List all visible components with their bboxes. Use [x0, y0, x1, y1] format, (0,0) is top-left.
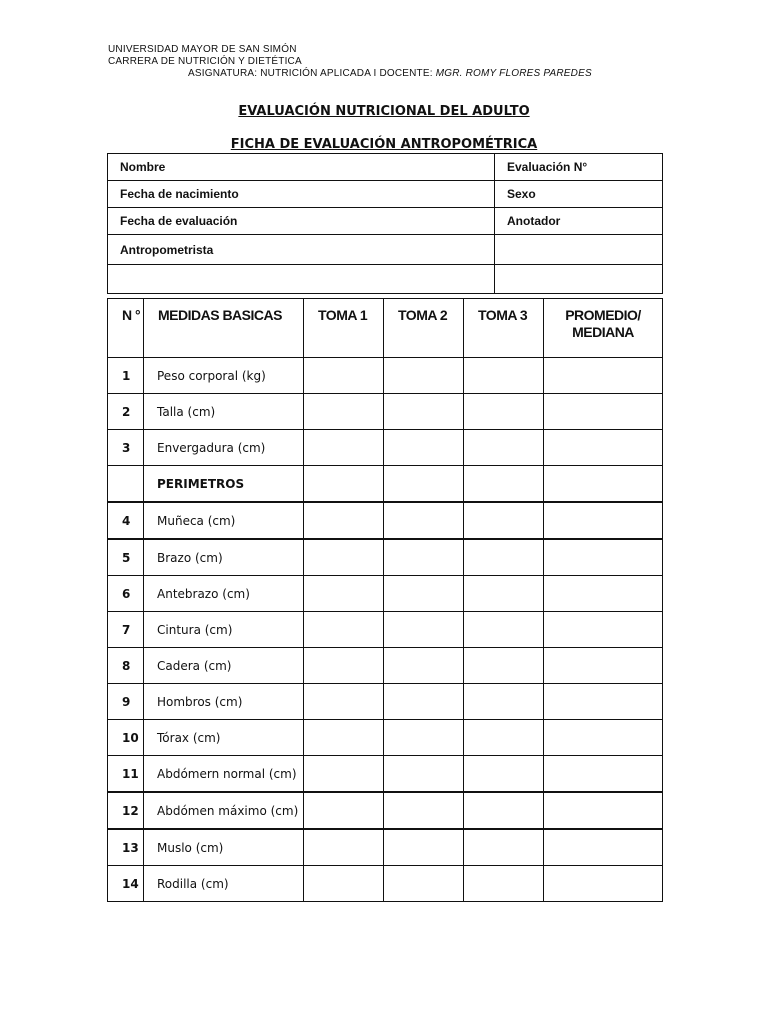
average-cell[interactable]: [544, 466, 663, 503]
toma-3-cell[interactable]: [464, 358, 544, 394]
measure-label: Hombros (cm): [144, 684, 304, 720]
row-number: 14: [108, 866, 144, 902]
table-header-row: [108, 299, 663, 358]
toma-2-cell[interactable]: [384, 684, 464, 720]
info-row: [108, 208, 663, 235]
toma-2-cell[interactable]: [384, 648, 464, 684]
toma-2-cell[interactable]: [384, 720, 464, 756]
table-row: [108, 466, 663, 503]
toma-2-cell[interactable]: [384, 430, 464, 466]
toma-2-cell[interactable]: [384, 358, 464, 394]
table-row: [108, 829, 663, 866]
table-row: [108, 684, 663, 720]
average-cell[interactable]: [544, 430, 663, 466]
table-row: [108, 720, 663, 756]
toma-3-cell[interactable]: [464, 756, 544, 793]
toma-2-cell[interactable]: [384, 866, 464, 902]
toma-2-cell[interactable]: [384, 539, 464, 576]
average-cell[interactable]: [544, 648, 663, 684]
toma-3-cell[interactable]: [464, 792, 544, 829]
toma-3-cell[interactable]: [464, 648, 544, 684]
toma-3-cell[interactable]: [464, 430, 544, 466]
table-row: [108, 539, 663, 576]
toma-1-cell[interactable]: [304, 720, 384, 756]
toma-2-cell[interactable]: [384, 502, 464, 539]
evaluation-number-field[interactable]: Evaluación N°: [495, 154, 663, 181]
row-number: 3: [108, 430, 144, 466]
blank-cell[interactable]: [495, 235, 663, 265]
row-number: 9: [108, 684, 144, 720]
personal-info-table: [107, 153, 663, 294]
toma-2-cell[interactable]: [384, 612, 464, 648]
toma-1-cell[interactable]: [304, 684, 384, 720]
col-header-toma-3: TOMA 3: [464, 299, 544, 358]
average-cell[interactable]: [544, 502, 663, 539]
measurements-table: [107, 298, 663, 902]
subject-line: [188, 68, 592, 80]
info-row: [108, 181, 663, 208]
info-row: [108, 265, 663, 294]
table-row: [108, 792, 663, 829]
average-cell[interactable]: [544, 792, 663, 829]
toma-3-cell[interactable]: [464, 720, 544, 756]
average-cell[interactable]: [544, 720, 663, 756]
toma-2-cell[interactable]: [384, 466, 464, 503]
toma-1-cell[interactable]: [304, 394, 384, 430]
toma-3-cell[interactable]: [464, 612, 544, 648]
average-cell[interactable]: [544, 829, 663, 866]
table-row: [108, 612, 663, 648]
blank-cell[interactable]: [495, 265, 663, 294]
anthropometrist-field[interactable]: Antropometrista: [108, 235, 495, 265]
row-number: 12: [108, 792, 144, 829]
average-cell[interactable]: [544, 358, 663, 394]
form-title: FICHA DE EVALUACIÓN ANTROPOMÉTRICA: [230, 137, 538, 152]
toma-2-cell[interactable]: [384, 576, 464, 612]
table-row: [108, 866, 663, 902]
table-row: [108, 394, 663, 430]
table-row: [108, 648, 663, 684]
career-name: CARRERA DE NUTRICIÓN Y DIETÉTICA: [108, 56, 302, 67]
toma-1-cell[interactable]: [304, 866, 384, 902]
row-number: 4: [108, 502, 144, 539]
toma-1-cell[interactable]: [304, 576, 384, 612]
row-number: 13: [108, 829, 144, 866]
measure-label: Envergadura (cm): [144, 430, 304, 466]
nombre-field[interactable]: Nombre: [108, 154, 495, 181]
university-name: UNIVERSIDAD MAYOR DE SAN SIMÓN: [108, 44, 297, 55]
section-label: PERIMETROS: [144, 466, 304, 503]
measure-label: Muñeca (cm): [144, 502, 304, 539]
evaluation-date-field[interactable]: Fecha de evaluación: [108, 208, 495, 235]
measure-label: Abdómen máximo (cm): [144, 792, 304, 829]
toma-1-cell[interactable]: [304, 756, 384, 793]
table-row: [108, 430, 663, 466]
toma-3-cell[interactable]: [464, 466, 544, 503]
measure-label: Abdómern normal (cm): [144, 756, 304, 793]
toma-3-cell[interactable]: [464, 502, 544, 539]
subject-label: ASIGNATURA: NUTRICIÓN APLICADA I DOCENTE:: [188, 68, 436, 79]
birth-date-field[interactable]: Fecha de nacimiento: [108, 181, 495, 208]
toma-3-cell[interactable]: [464, 866, 544, 902]
info-row: [108, 154, 663, 181]
measure-label: Peso corporal (kg): [144, 358, 304, 394]
blank-cell[interactable]: [108, 265, 495, 294]
info-row: [108, 235, 663, 265]
average-cell[interactable]: [544, 866, 663, 902]
toma-1-cell[interactable]: [304, 539, 384, 576]
measure-label: Cintura (cm): [144, 612, 304, 648]
average-cell[interactable]: [544, 612, 663, 648]
toma-1-cell[interactable]: [304, 430, 384, 466]
measure-label: Cadera (cm): [144, 648, 304, 684]
toma-2-cell[interactable]: [384, 829, 464, 866]
table-row: [108, 756, 663, 793]
toma-2-cell[interactable]: [384, 394, 464, 430]
toma-3-cell[interactable]: [464, 576, 544, 612]
average-cell[interactable]: [544, 576, 663, 612]
measure-label: Antebrazo (cm): [144, 576, 304, 612]
measure-label: Rodilla (cm): [144, 866, 304, 902]
row-number: 5: [108, 539, 144, 576]
toma-1-cell[interactable]: [304, 502, 384, 539]
row-number: 10: [108, 720, 144, 756]
row-number: 8: [108, 648, 144, 684]
row-number: 7: [108, 612, 144, 648]
average-cell[interactable]: [544, 394, 663, 430]
col-header-measures: MEDIDAS BASICAS: [144, 299, 304, 358]
measure-label: Talla (cm): [144, 394, 304, 430]
row-number: 1: [108, 358, 144, 394]
row-number: 6: [108, 576, 144, 612]
row-number: 2: [108, 394, 144, 430]
page-title: EVALUACIÓN NUTRICIONAL DEL ADULTO: [238, 104, 530, 119]
teacher-name: MGR. ROMY FLORES PAREDES: [435, 68, 592, 79]
row-number: 11: [108, 756, 144, 793]
toma-1-cell[interactable]: [304, 612, 384, 648]
col-header-number: N °: [108, 299, 144, 358]
toma-2-cell[interactable]: [384, 756, 464, 793]
row-number: [108, 466, 144, 503]
col-header-toma-1: TOMA 1: [304, 299, 384, 358]
toma-1-cell[interactable]: [304, 829, 384, 866]
toma-1-cell[interactable]: [304, 358, 384, 394]
average-cell[interactable]: [544, 684, 663, 720]
table-row: [108, 576, 663, 612]
toma-2-cell[interactable]: [384, 792, 464, 829]
table-row: [108, 358, 663, 394]
sex-field[interactable]: Sexo: [495, 181, 663, 208]
toma-3-cell[interactable]: [464, 394, 544, 430]
col-header-toma-2: TOMA 2: [384, 299, 464, 358]
annotator-field[interactable]: Anotador: [495, 208, 663, 235]
toma-1-cell[interactable]: [304, 466, 384, 503]
col-header-average: PROMEDIO/ MEDIANA: [544, 299, 663, 358]
table-row: [108, 502, 663, 539]
toma-1-cell[interactable]: [304, 648, 384, 684]
toma-3-cell[interactable]: [464, 684, 544, 720]
measure-label: Brazo (cm): [144, 539, 304, 576]
average-cell[interactable]: [544, 756, 663, 793]
toma-3-cell[interactable]: [464, 539, 544, 576]
toma-1-cell[interactable]: [304, 792, 384, 829]
measure-label: Tórax (cm): [144, 720, 304, 756]
average-cell[interactable]: [544, 539, 663, 576]
toma-3-cell[interactable]: [464, 829, 544, 866]
measure-label: Muslo (cm): [144, 829, 304, 866]
